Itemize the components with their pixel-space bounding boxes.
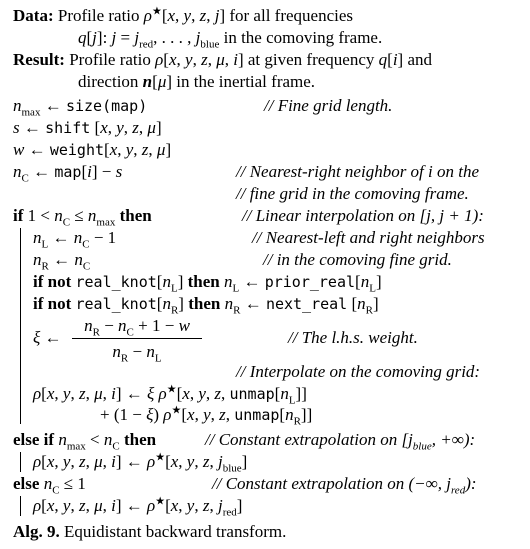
- comment-interpolate-comoving: // Interpolate on the comoving grid:: [236, 362, 481, 381]
- else-if-block-bar: [20, 452, 21, 472]
- comment-lhs-weight: // The l.h.s. weight.: [288, 328, 418, 347]
- comment-nearest-left-right: // Nearest-left and right neighbors: [252, 228, 485, 247]
- line-rho-blue: ρ[x, y, z, μ, i] ← ρ★[x, y, z, $j_{blue}$]: [33, 451, 248, 475]
- caption-text: Equidistant backward transform.: [64, 522, 287, 541]
- data-line-2: q[j]: $j = j_{red}$, . . . , $j_{blue}$ in the comoving frame.: [78, 28, 383, 51]
- data-line-1: Data: Profile ratio ρ★[x, y, z, j] for all frequencies: [13, 5, 354, 25]
- line-nr: $n_R$ ← $n_C$: [33, 250, 91, 273]
- line-real-knot-l: if not $real\_knot[n_L]$ then $n_L$ ← $prior\_real[n_L]$: [33, 272, 382, 295]
- xi-numerator: $n_R - n_C + 1 - w$: [84, 316, 190, 339]
- xi-denominator: $n_R - n_L$: [112, 342, 162, 365]
- if-block-bar: [20, 228, 21, 424]
- line-shift: s ← shift [x, y, z, μ]: [13, 118, 162, 137]
- line-else: else $n_C \le 1$: [13, 474, 86, 497]
- line-rho-interp-2: + (1 − ξ) ρ★[x, y, z, $unmap[n_R]$]: [100, 404, 313, 428]
- line-if: if $1 < n_C \le n_{max}$ then: [13, 206, 152, 229]
- comment-fine-grid-comoving: // fine grid in the comoving frame.: [236, 184, 469, 203]
- line-nl: $n_L$ ← $n_C - 1$: [33, 228, 117, 251]
- line-else-if: else if $n_{max} < n_C$ then: [13, 430, 157, 453]
- xi-assign: ξ ←: [33, 328, 62, 347]
- line-nmax: $n_{max}$ ← size(map): [13, 96, 148, 119]
- comment-const-extrap-red: // Constant extrapolation on (−∞, $j_{red}$):: [212, 474, 477, 497]
- data-label: Data:: [13, 6, 54, 25]
- comment-const-extrap-blue: // Constant extrapolation on [$j_{blue}$, +∞):: [205, 430, 476, 453]
- comment-linear-interp: // Linear interpolation on [j, j + 1):: [242, 206, 484, 225]
- else-block-bar: [20, 496, 21, 516]
- line-rho-interp-1: ρ[x, y, z, μ, i] ← ξ ρ★[x, y, z, $unmap[n_L]$]: [33, 383, 307, 407]
- line-real-knot-r: if not $real\_knot[n_R]$ then $n_R$ ← next_real $[n_R]$: [33, 294, 379, 317]
- line-weight: w ← weight[x, y, z, μ]: [13, 140, 172, 159]
- comment-fine-grid-length: // Fine grid length.: [264, 96, 393, 115]
- comment-nearest-right: // Nearest-right neighbor of i on the: [236, 162, 480, 181]
- comment-comoving-fine-grid: // in the comoving fine grid.: [263, 250, 452, 269]
- line-rho-red: ρ[x, y, z, μ, i] ← ρ★[x, y, z, $j_{red}$]: [33, 495, 243, 519]
- xi-fraction-bar: [72, 338, 202, 339]
- caption-label: Alg. 9.: [13, 522, 60, 541]
- line-nc: $n_C$ ← map[i] − s: [13, 162, 123, 185]
- result-label: Result:: [13, 50, 65, 69]
- caption: [13, 522, 286, 542]
- result-line-2: direction n[μ] in the inertial frame.: [78, 72, 316, 91]
- result-line-1: Result: Profile ratio ρ[x, y, z, μ, i] at given frequency q[i] and: [13, 50, 433, 69]
